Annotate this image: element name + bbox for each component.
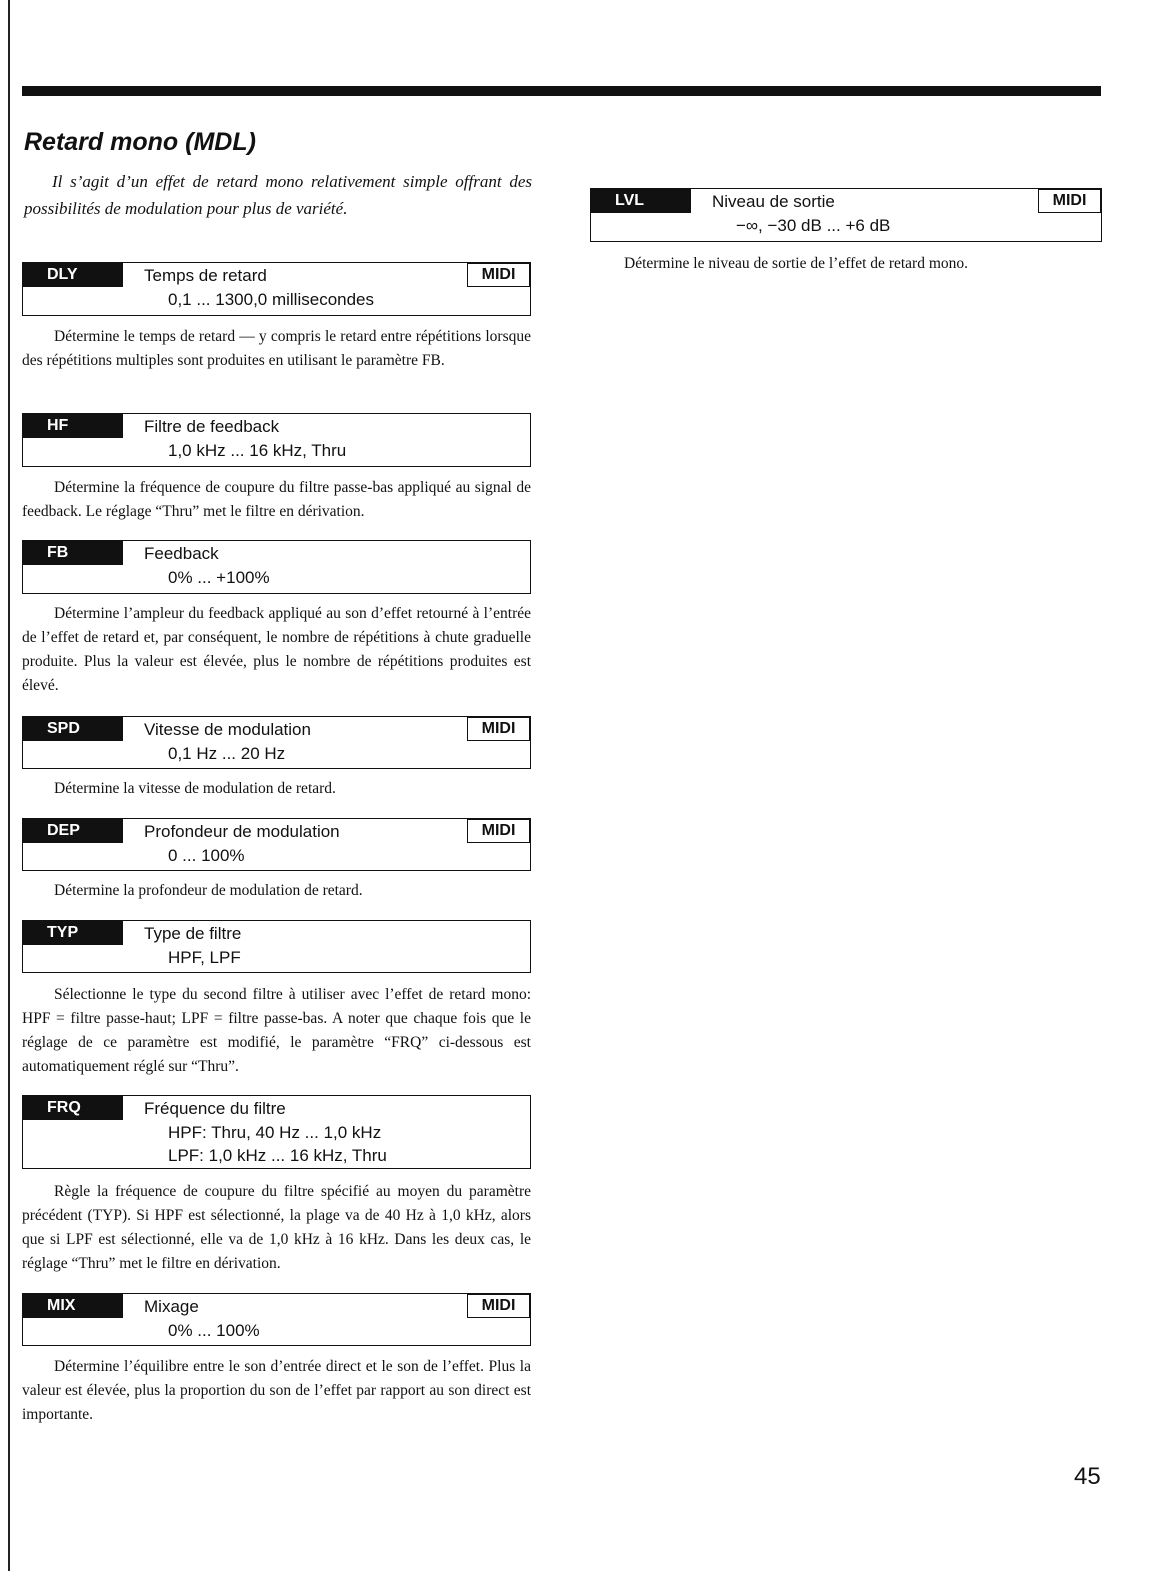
param-desc-mix: Détermine l’équilibre entre le son d’entrée direct et le son de l’effet. Plus la valeur est élevée, plus la proportion du son de l’effet par rapport au son direct est importante. <box>22 1358 531 1423</box>
param-range: 0% ... 100% <box>168 1321 260 1340</box>
param-box-dly <box>22 262 531 316</box>
param-tag: FB <box>23 541 123 565</box>
param-name: Vitesse de modulation <box>144 720 311 739</box>
param-desc-spd: Détermine la vitesse de modulation de retard. <box>54 780 336 797</box>
param-tag: LVL <box>591 189 691 213</box>
param-box-fb <box>22 540 531 594</box>
param-box-frq <box>22 1095 531 1169</box>
param-desc-fb: Détermine l’ampleur du feedback appliqué au son d’effet retourné à l’entrée de l’effet de retard et, par conséquent, le nombre de répétitions à chute graduelle produite. Plus la valeur est élevée, plus le nombre de répétitions produites est élevé. <box>22 605 531 694</box>
param-tag: HF <box>23 414 123 438</box>
param-name: Fréquence du filtre <box>144 1099 286 1118</box>
param-range: HPF: Thru, 40 Hz ... 1,0 kHz <box>168 1123 382 1142</box>
param-name: Filtre de feedback <box>144 417 280 436</box>
midi-badge: MIDI <box>467 263 530 287</box>
param-name: Mixage <box>144 1297 199 1316</box>
param-name: Profondeur de modulation <box>144 822 340 841</box>
midi-badge: MIDI <box>1038 189 1101 213</box>
param-box-hf <box>22 413 531 467</box>
page-number: 45 <box>1074 1463 1101 1490</box>
param-range: 1,0 kHz ... 16 kHz, Thru <box>168 441 347 460</box>
midi-badge: MIDI <box>467 717 530 741</box>
param-tag: FRQ <box>23 1096 123 1120</box>
midi-badge: MIDI <box>467 1294 530 1318</box>
section-intro: Il s’agit d’un effet de retard mono relativement simple offrant des possibilités de modulation pour plus de variété. <box>24 172 532 218</box>
param-box-spd <box>22 716 531 769</box>
param-box-typ <box>22 920 531 973</box>
param-range: −∞, −30 dB ... +6 dB <box>736 216 891 235</box>
param-range: HPF, LPF <box>168 948 241 967</box>
param-name: Niveau de sortie <box>712 192 835 211</box>
param-tag: SPD <box>23 717 123 741</box>
param-box-lvl <box>590 188 1102 242</box>
param-box-mix <box>22 1293 531 1346</box>
section-title: Retard mono (MDL) <box>24 128 256 156</box>
param-desc-dly: Détermine le temps de retard — y compris le retard entre répétitions lorsque des répétitions multiples sont produites en utilisant le paramètre FB. <box>22 328 531 369</box>
param-name: Temps de retard <box>144 266 267 285</box>
param-tag: DLY <box>23 263 123 287</box>
param-tag: DEP <box>23 819 123 843</box>
param-range: 0,1 Hz ... 20 Hz <box>168 744 286 763</box>
midi-badge: MIDI <box>467 819 530 843</box>
param-box-dep <box>22 818 531 871</box>
param-name: Feedback <box>144 544 219 563</box>
param-tag: MIX <box>23 1294 123 1318</box>
header-rule <box>22 86 1101 96</box>
param-tag: TYP <box>23 921 123 945</box>
param-range: 0,1 ... 1300,0 millisecondes <box>168 290 375 309</box>
param-range: 0 ... 100% <box>168 846 245 865</box>
param-range: 0% ... +100% <box>168 568 270 587</box>
param-desc-dep: Détermine la profondeur de modulation de retard. <box>54 882 363 899</box>
param-range-2: LPF: 1,0 kHz ... 16 kHz, Thru <box>168 1146 387 1165</box>
param-desc-hf: Détermine la fréquence de coupure du filtre passe-bas appliqué au signal de feedback. Le réglage “Thru” met le filtre en dérivation. <box>22 479 531 520</box>
left-margin-rule <box>8 0 10 1571</box>
param-desc-lvl: Détermine le niveau de sortie de l’effet de retard mono. <box>624 255 969 272</box>
param-name: Type de filtre <box>144 924 242 943</box>
param-desc-typ: Sélectionne le type du second filtre à utiliser avec l’effet de retard mono: HPF = filtre passe-haut; LPF = filtre passe-bas. A noter que chaque fois que le réglage de ce paramètre est modifié, le paramètre “FRQ” ci-dessous est automatiquement réglé sur “Thru”. <box>22 986 531 1075</box>
param-desc-frq: Règle la fréquence de coupure du filtre spécifié au moyen du paramètre précédent (TYP). Si HPF est sélectionné, la plage va de 40 Hz à 1,0 kHz, alors que si LPF est sélectionné, elle va de 1,0 kHz à 16 kHz. Dans les deux cas, le réglage “Thru” met le filtre en dérivation. <box>22 1183 531 1272</box>
